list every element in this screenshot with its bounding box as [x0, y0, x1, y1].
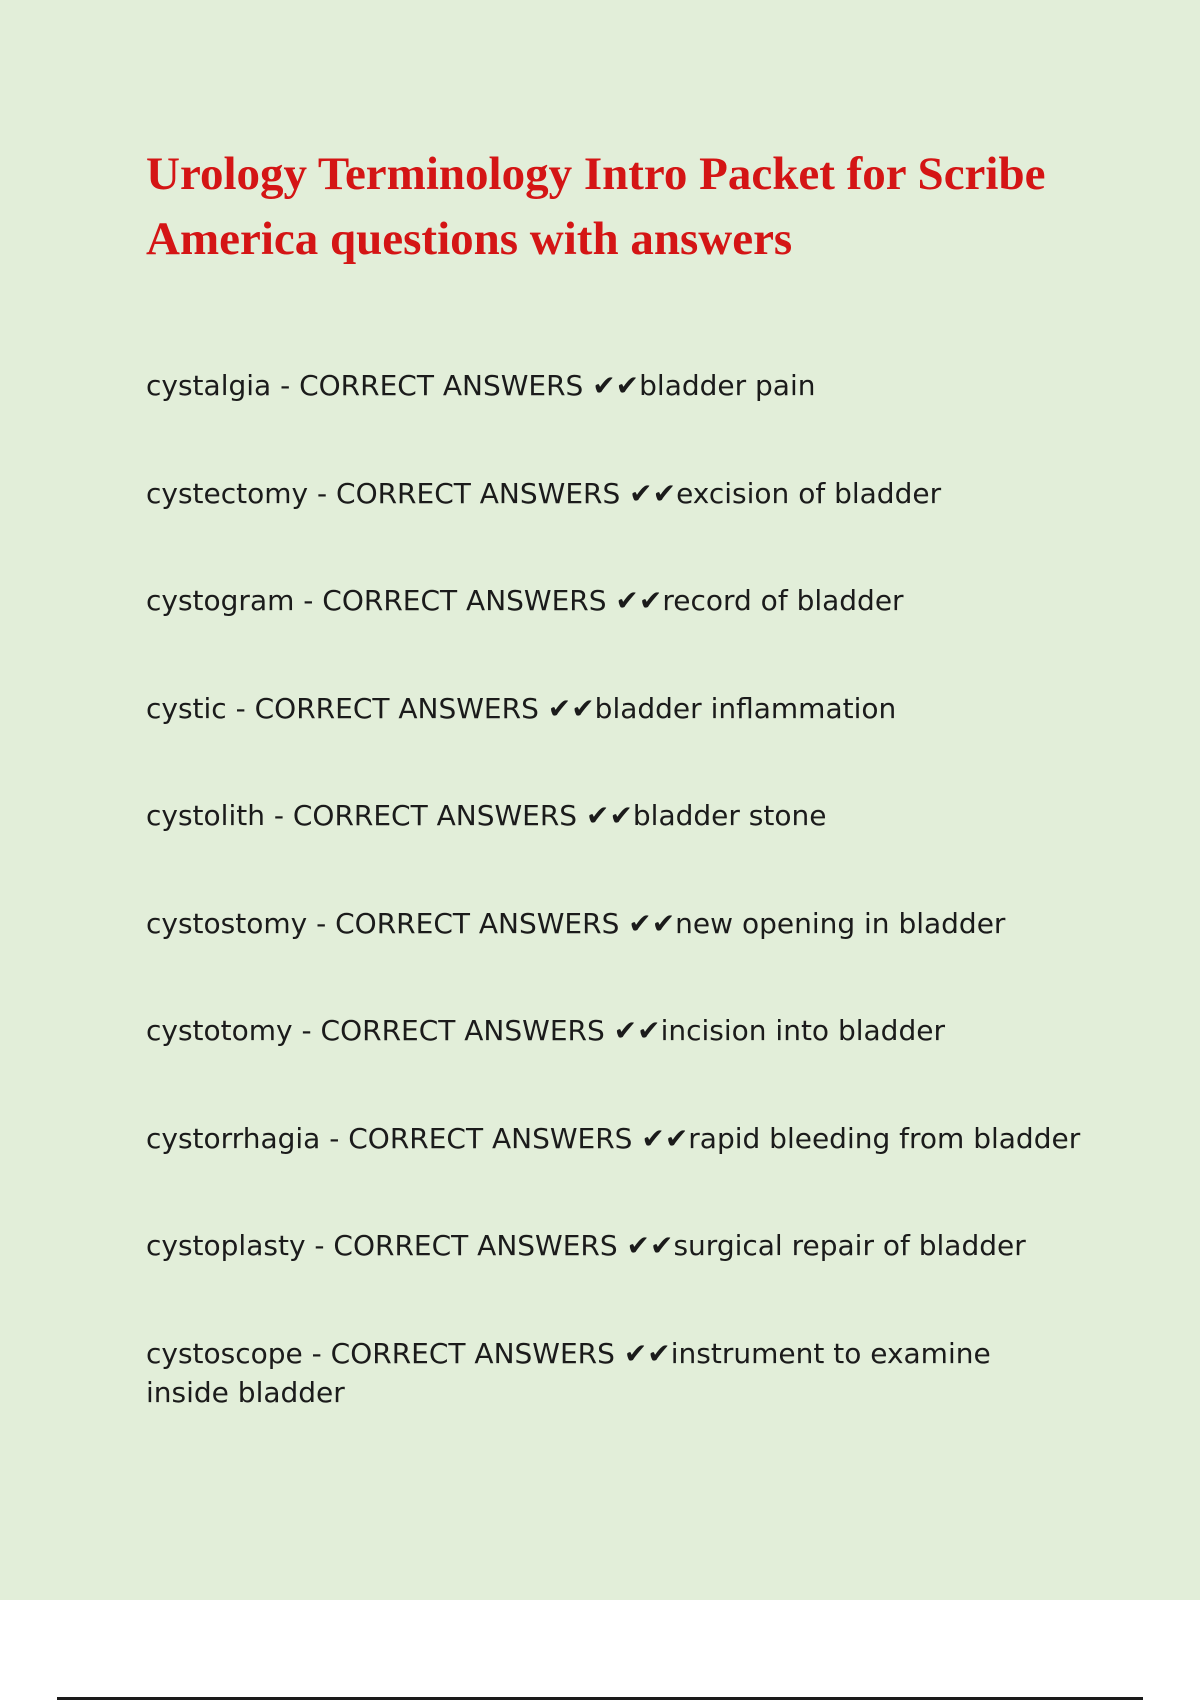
- check-marks: ✔✔: [547, 691, 595, 725]
- document-title: Urology Terminology Intro Packet for Scribe America questions with answers: [146, 148, 1046, 265]
- answer-separator: - CORRECT ANSWERS: [294, 584, 616, 617]
- qa-item: [146, 1119, 1106, 1227]
- qa-item: [146, 904, 1106, 1012]
- qa-item: [146, 689, 1106, 797]
- check-marks: ✔✔: [629, 476, 677, 510]
- qa-item: [146, 474, 1106, 582]
- check-marks: ✔✔: [626, 1229, 674, 1262]
- answer: bladder pain: [639, 369, 816, 402]
- term: cystolith: [146, 799, 265, 832]
- qa-item: [146, 796, 1106, 904]
- answer-separator: - CORRECT ANSWERS: [271, 369, 593, 402]
- term: cystalgia: [146, 369, 272, 402]
- answer: new opening in bladder: [675, 906, 1006, 940]
- answer-separator: - CORRECT ANSWERS: [307, 906, 629, 940]
- answer-separator: - CORRECT ANSWERS: [292, 1014, 614, 1047]
- answer: surgical repair of bladder: [673, 1229, 1026, 1262]
- qa-item: [146, 1011, 1106, 1119]
- answer: instrument to examine inside bladder: [146, 1336, 991, 1409]
- check-marks: ✔✔: [615, 584, 663, 617]
- answer: bladder stone: [632, 799, 827, 832]
- qa-list: [146, 366, 1106, 1441]
- answer: excision of bladder: [676, 476, 942, 510]
- qa-item: [146, 366, 1106, 474]
- check-marks: ✔✔: [623, 1336, 671, 1370]
- check-marks: ✔✔: [641, 1121, 689, 1155]
- term: cystostomy: [146, 906, 308, 940]
- term: cystorrhagia: [146, 1121, 321, 1155]
- answer: record of bladder: [662, 584, 904, 617]
- answer-separator: - CORRECT ANSWERS: [302, 1336, 624, 1370]
- answer-separator: - CORRECT ANSWERS: [308, 476, 630, 510]
- answer: incision into bladder: [660, 1014, 945, 1047]
- answer-separator: - CORRECT ANSWERS: [305, 1229, 627, 1262]
- term: cystotomy: [146, 1014, 293, 1047]
- check-marks: ✔✔: [628, 906, 676, 940]
- answer: rapid bleeding from bladder: [688, 1121, 1081, 1155]
- term: cystogram: [146, 584, 295, 617]
- check-marks: ✔✔: [585, 799, 633, 832]
- term: cystoplasty: [146, 1229, 306, 1262]
- qa-item: [146, 1226, 1106, 1334]
- check-marks: ✔✔: [613, 1014, 661, 1047]
- qa-item: [146, 581, 1106, 689]
- answer-separator: - CORRECT ANSWERS: [264, 799, 586, 832]
- answer-separator: - CORRECT ANSWERS: [320, 1121, 642, 1155]
- check-marks: ✔✔: [592, 369, 640, 402]
- qa-item: [146, 1334, 1026, 1442]
- answer: bladder inflammation: [594, 691, 897, 725]
- term: cystoscope: [146, 1336, 303, 1370]
- term: cystectomy: [146, 476, 309, 510]
- answer-separator: - CORRECT ANSWERS: [226, 691, 548, 725]
- term: cystic: [146, 691, 227, 725]
